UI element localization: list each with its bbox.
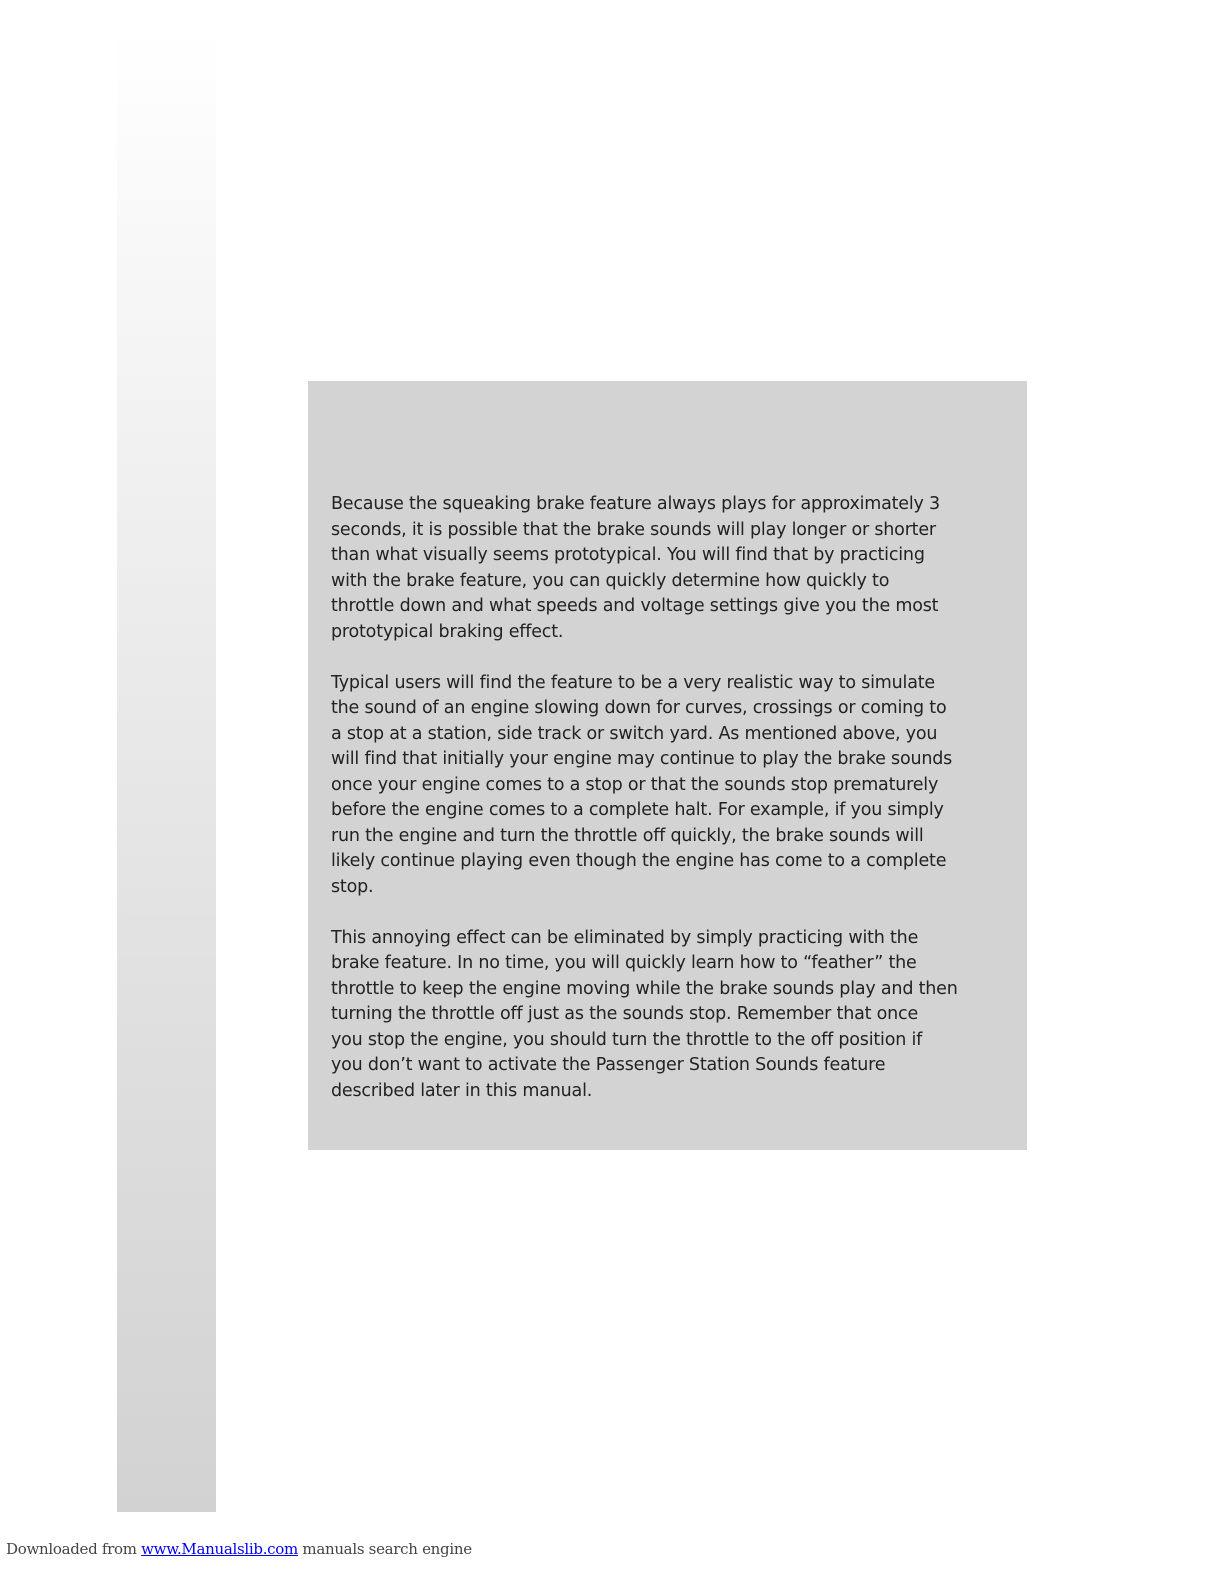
footer-prefix: Downloaded from (6, 1540, 142, 1558)
paragraph-annoying-effect: This annoying effect can be eliminated by simply practicing with the brake feature. In no time, you will quickly learn how to “feather” the throttle to keep the engine moving while the brake sounds play and then turning the throttle off just as the sounds stop. Remember that once you stop the engine, you should turn the throttle to the off position if you don’t want to activate the Passenger Station Sounds feature described later in this manual. (331, 927, 958, 1101)
paragraph-brake-duration: Because the squeaking brake feature always plays for approximately 3 seconds, it is possible that the brake sounds will play longer or shorter than what visually seems prototypical. You will find that by practicing with the brake feature, you can quickly determine how quickly to throttle down and what speeds and voltage settings give you the most prototypical braking effect. (331, 494, 940, 642)
download-footer (6, 1540, 472, 1558)
manualslib-link[interactable]: www.Manualslib.com (141, 1540, 298, 1558)
paragraph-typical-users: Typical users will find the feature to be a very realistic way to simulate the sound of an engine slowing down for curves, crossings or coming to a stop at a station, side track or switch yard. As mentioned above, you will find that initially your engine may continue to play the brake sounds once your engine comes to a stop or that the sounds stop prematurely before the engine comes to a complete halt. For example, if you simply run the engine and turn the throttle off quickly, the brake sounds will likely continue playing even though the engine has come to a complete stop. (331, 672, 953, 897)
side-gradient-band (117, 30, 216, 1512)
callout-box (308, 381, 1027, 1150)
footer-suffix: manuals search engine (297, 1540, 472, 1558)
